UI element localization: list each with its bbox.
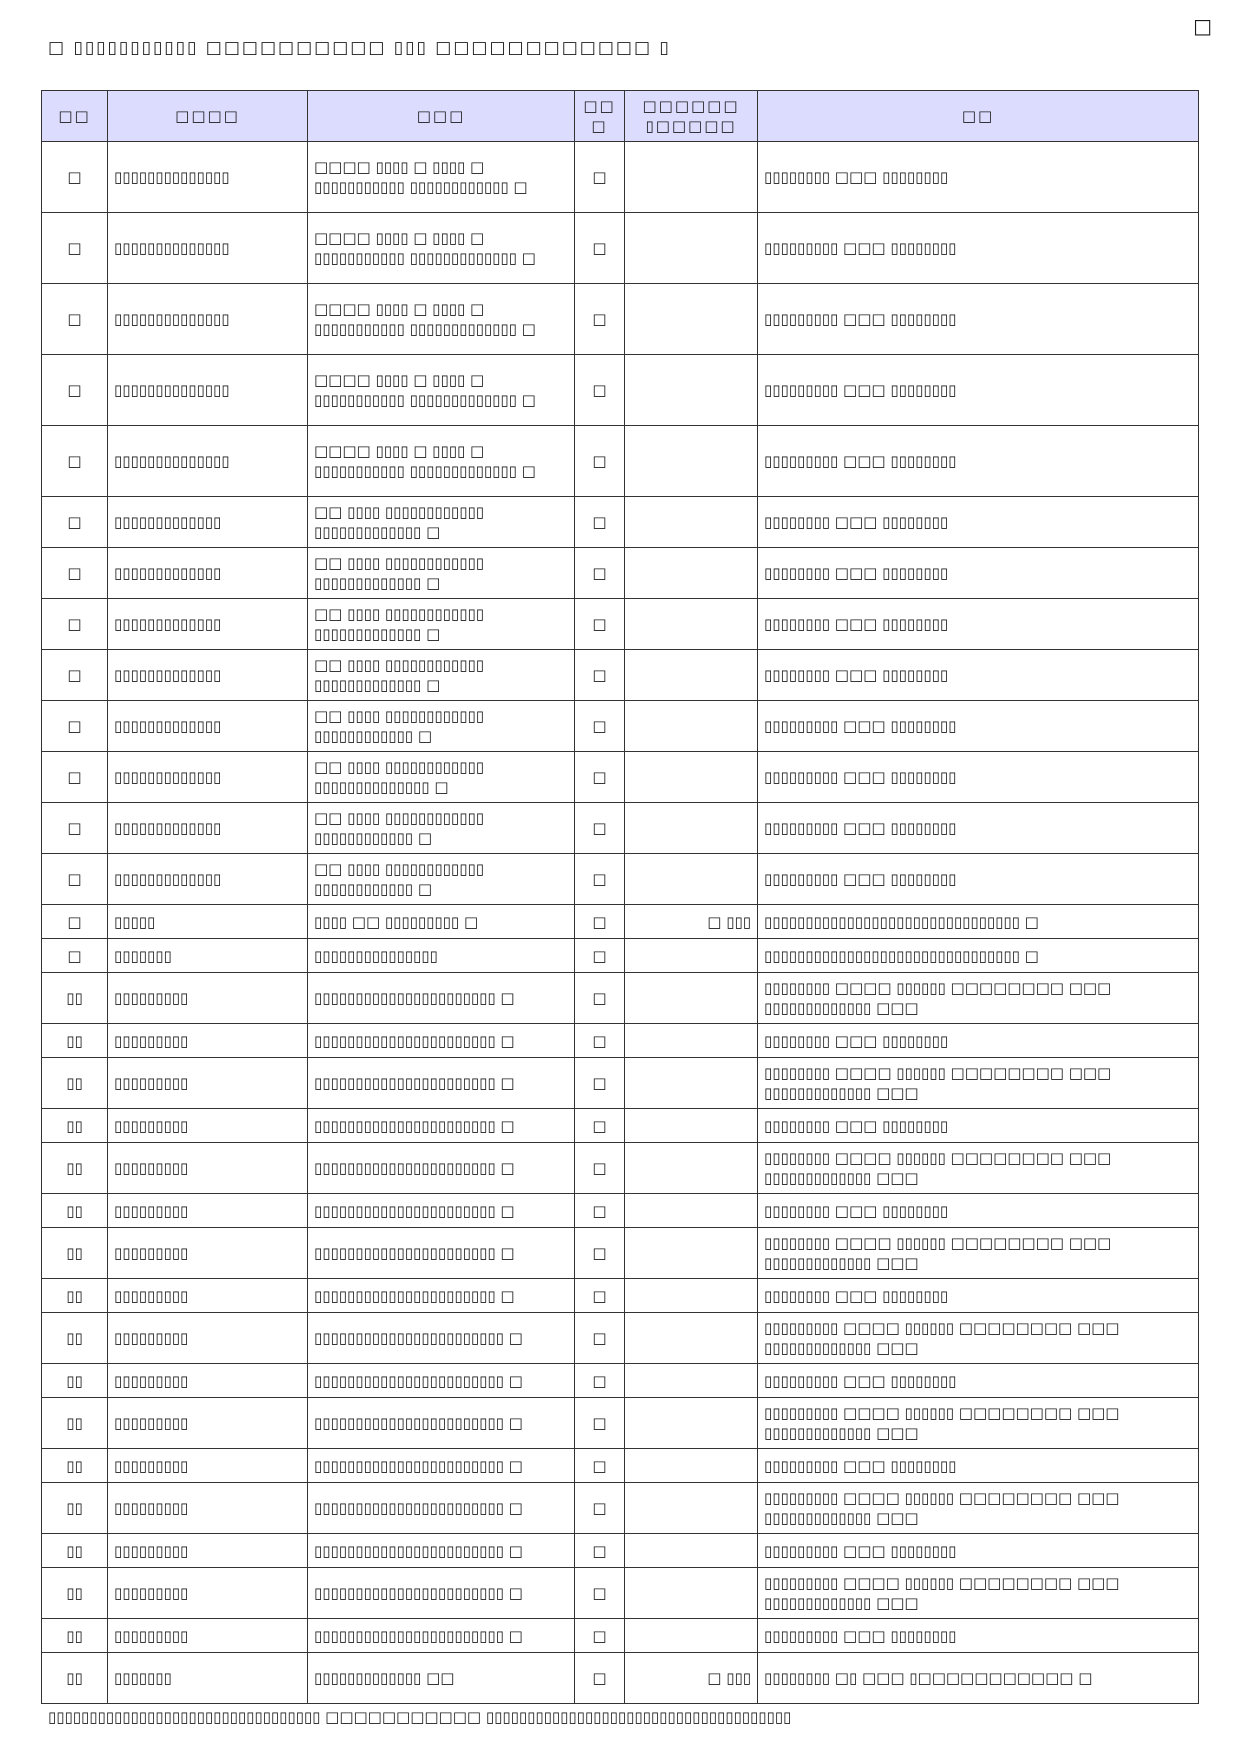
cell-number: □: [42, 548, 108, 599]
cell-remarks: ▯▯▯▯▯▯▯▯▯ □□□ ▯▯▯▯▯▯▯▯: [758, 701, 1199, 752]
cell-applicable: [625, 1279, 758, 1313]
table-row: [42, 752, 1199, 803]
cell-applicable: [625, 939, 758, 973]
cell-mark: □: [575, 973, 625, 1024]
cell-remarks: ▯▯▯▯▯▯▯▯ □□□ ▯▯▯▯▯▯▯▯: [758, 1279, 1199, 1313]
cell-number: □: [42, 939, 108, 973]
cell-description: □□ ▯▯▯▯ ▯▯▯▯▯▯▯▯▯▯▯▯ ▯▯▯▯▯▯▯▯▯▯▯▯ □: [308, 803, 575, 854]
table-row: [42, 1364, 1199, 1398]
cell-description: ▯▯▯▯▯▯▯▯▯▯▯▯▯▯▯▯▯▯▯▯▯▯ □: [308, 1228, 575, 1279]
cell-applicable: [625, 497, 758, 548]
table-row: [42, 1194, 1199, 1228]
cell-applicable: [625, 1228, 758, 1279]
cell-number: □: [42, 650, 108, 701]
cell-applicable: [625, 701, 758, 752]
cell-name: ▯▯▯▯▯▯▯▯▯▯▯▯▯▯: [108, 284, 308, 355]
cell-applicable: [625, 1058, 758, 1109]
cell-applicable: [625, 752, 758, 803]
cell-applicable: [625, 1619, 758, 1653]
cell-description: ▯▯▯▯▯▯▯▯▯▯▯▯▯▯▯▯▯▯▯▯▯▯ □: [308, 973, 575, 1024]
cell-description: ▯▯▯▯▯▯▯▯▯▯▯▯▯▯▯▯▯▯▯▯▯▯▯ □: [308, 1364, 575, 1398]
cell-remarks: ▯▯▯▯▯▯▯▯▯ □□□ ▯▯▯▯▯▯▯▯: [758, 213, 1199, 284]
cell-applicable: [625, 1024, 758, 1058]
cell-number: ▯▯: [42, 1109, 108, 1143]
data-table: [41, 90, 1199, 1704]
cell-description: ▯▯▯▯▯▯▯▯▯▯▯▯▯ □□: [308, 1653, 575, 1704]
cell-number: □: [42, 599, 108, 650]
cell-mark: □: [575, 1024, 625, 1058]
cell-remarks: ▯▯▯▯▯▯▯▯▯ □□□ ▯▯▯▯▯▯▯▯: [758, 1619, 1199, 1653]
cell-description: □□ ▯▯▯▯ ▯▯▯▯▯▯▯▯▯▯▯▯ ▯▯▯▯▯▯▯▯▯▯▯▯▯ □: [308, 650, 575, 701]
cell-name: ▯▯▯▯▯▯▯▯▯▯▯▯▯: [108, 854, 308, 905]
cell-name: ▯▯▯▯▯▯▯▯▯: [108, 1364, 308, 1398]
cell-remarks: ▯▯▯▯▯▯▯▯ □□□□ ▯▯▯▯▯▯ □□□□□□□□ □□□ ▯▯▯▯▯▯▯▯▯▯▯▯▯ □□□: [758, 1058, 1199, 1109]
cell-description: ▯▯▯▯▯▯▯▯▯▯▯▯▯▯▯▯▯▯▯▯▯▯▯ □: [308, 1483, 575, 1534]
cell-description: ▯▯▯▯▯▯▯▯▯▯▯▯▯▯▯▯▯▯▯▯▯▯ □: [308, 1109, 575, 1143]
cell-name: ▯▯▯▯▯▯▯▯▯: [108, 973, 308, 1024]
cell-name: ▯▯▯▯▯▯▯▯▯: [108, 1194, 308, 1228]
cell-number: □: [42, 854, 108, 905]
page-number: □: [1193, 14, 1212, 38]
cell-applicable: □ ▯▯▯: [625, 905, 758, 939]
cell-number: □: [42, 355, 108, 426]
cell-remarks: ▯▯▯▯▯▯▯▯ □□□ ▯▯▯▯▯▯▯▯: [758, 1109, 1199, 1143]
cell-description: ▯▯▯▯ □□ ▯▯▯▯▯▯▯▯▯ □: [308, 905, 575, 939]
cell-applicable: [625, 213, 758, 284]
cell-name: ▯▯▯▯▯▯▯▯▯▯▯▯▯: [108, 497, 308, 548]
table-row: [42, 1228, 1199, 1279]
cell-description: ▯▯▯▯▯▯▯▯▯▯▯▯▯▯▯▯▯▯▯▯▯▯▯ □: [308, 1619, 575, 1653]
header-cell: □□: [758, 91, 1199, 142]
cell-description: □□□□ ▯▯▯▯ □ ▯▯▯▯ □ ▯▯▯▯▯▯▯▯▯▯▯ ▯▯▯▯▯▯▯▯▯▯▯▯▯ □: [308, 284, 575, 355]
table-row: [42, 1058, 1199, 1109]
cell-mark: □: [575, 1143, 625, 1194]
cell-description: □□ ▯▯▯▯ ▯▯▯▯▯▯▯▯▯▯▯▯ ▯▯▯▯▯▯▯▯▯▯▯▯▯ □: [308, 599, 575, 650]
cell-number: □: [42, 752, 108, 803]
table-row: [42, 854, 1199, 905]
cell-name: ▯▯▯▯▯▯▯▯▯▯▯▯▯▯: [108, 426, 308, 497]
cell-applicable: [625, 803, 758, 854]
cell-mark: □: [575, 1534, 625, 1568]
cell-remarks: ▯▯▯▯▯▯▯▯▯▯▯▯▯▯▯▯▯▯▯▯▯▯▯▯▯▯▯▯▯▯▯ □: [758, 905, 1199, 939]
cell-applicable: [625, 1398, 758, 1449]
cell-number: ▯▯: [42, 1143, 108, 1194]
cell-name: ▯▯▯▯▯▯▯▯▯: [108, 1534, 308, 1568]
cell-description: ▯▯▯▯▯▯▯▯▯▯▯▯▯▯▯▯▯▯▯▯▯▯ □: [308, 1024, 575, 1058]
cell-number: ▯▯: [42, 1194, 108, 1228]
cell-description: □□ ▯▯▯▯ ▯▯▯▯▯▯▯▯▯▯▯▯ ▯▯▯▯▯▯▯▯▯▯▯▯ □: [308, 701, 575, 752]
cell-remarks: ▯▯▯▯▯▯▯▯ □□□ ▯▯▯▯▯▯▯▯: [758, 650, 1199, 701]
cell-remarks: ▯▯▯▯▯▯▯▯ □□□ ▯▯▯▯▯▯▯▯: [758, 1024, 1199, 1058]
cell-applicable: [625, 1364, 758, 1398]
cell-mark: □: [575, 1449, 625, 1483]
table-row: [42, 1109, 1199, 1143]
cell-number: □: [42, 142, 108, 213]
cell-number: ▯▯: [42, 1024, 108, 1058]
cell-applicable: [625, 355, 758, 426]
cell-number: ▯▯: [42, 1653, 108, 1704]
cell-mark: □: [575, 426, 625, 497]
cell-number: ▯▯: [42, 1619, 108, 1653]
table-row: [42, 1653, 1199, 1704]
cell-name: ▯▯▯▯▯▯▯▯▯: [108, 1024, 308, 1058]
cell-description: ▯▯▯▯▯▯▯▯▯▯▯▯▯▯▯: [308, 939, 575, 973]
cell-remarks: ▯▯▯▯▯▯▯▯ □□□ ▯▯▯▯▯▯▯▯: [758, 142, 1199, 213]
cell-number: □: [42, 284, 108, 355]
table-row: [42, 142, 1199, 213]
cell-remarks: ▯▯▯▯▯▯▯▯ □□□ ▯▯▯▯▯▯▯▯: [758, 497, 1199, 548]
cell-remarks: ▯▯▯▯▯▯▯▯▯ □□□ ▯▯▯▯▯▯▯▯: [758, 803, 1199, 854]
table-row: [42, 213, 1199, 284]
cell-description: □□ ▯▯▯▯ ▯▯▯▯▯▯▯▯▯▯▯▯ ▯▯▯▯▯▯▯▯▯▯▯▯▯ □: [308, 548, 575, 599]
document-title: □ ▯▯▯▯▯▯▯▯▯▯▯ □□□□□□□□□□ ▯▯▯ □□□□□□□□□□□□ ▯: [48, 38, 671, 58]
cell-description: ▯▯▯▯▯▯▯▯▯▯▯▯▯▯▯▯▯▯▯▯▯▯▯ □: [308, 1313, 575, 1364]
cell-remarks: ▯▯▯▯▯▯▯▯ □□□□ ▯▯▯▯▯▯ □□□□□□□□ □□□ ▯▯▯▯▯▯▯▯▯▯▯▯▯ □□□: [758, 1143, 1199, 1194]
data-table-container: [41, 90, 1198, 1704]
cell-name: ▯▯▯▯▯▯▯▯▯: [108, 1568, 308, 1619]
cell-name: ▯▯▯▯▯▯▯▯▯▯▯▯▯: [108, 752, 308, 803]
cell-name: ▯▯▯▯▯▯▯▯▯: [108, 1398, 308, 1449]
cell-applicable: [625, 650, 758, 701]
cell-applicable: [625, 1483, 758, 1534]
cell-name: ▯▯▯▯▯▯▯▯▯▯▯▯▯: [108, 548, 308, 599]
header-cell: □□□□: [108, 91, 308, 142]
cell-number: ▯▯: [42, 1058, 108, 1109]
cell-description: ▯▯▯▯▯▯▯▯▯▯▯▯▯▯▯▯▯▯▯▯▯▯▯ □: [308, 1398, 575, 1449]
cell-number: □: [42, 803, 108, 854]
cell-number: ▯▯: [42, 1313, 108, 1364]
cell-mark: □: [575, 284, 625, 355]
cell-name: ▯▯▯▯▯▯▯: [108, 1653, 308, 1704]
cell-applicable: [625, 1194, 758, 1228]
cell-name: ▯▯▯▯▯▯▯▯▯▯▯▯▯: [108, 599, 308, 650]
cell-mark: □: [575, 497, 625, 548]
cell-description: ▯▯▯▯▯▯▯▯▯▯▯▯▯▯▯▯▯▯▯▯▯▯▯ □: [308, 1568, 575, 1619]
cell-applicable: [625, 1568, 758, 1619]
header-cell: □□□□□□ ▯□□□□□: [625, 91, 758, 142]
cell-remarks: ▯▯▯▯▯▯▯▯▯ □□□ ▯▯▯▯▯▯▯▯: [758, 854, 1199, 905]
cell-number: ▯▯: [42, 1483, 108, 1534]
cell-applicable: [625, 142, 758, 213]
cell-name: ▯▯▯▯▯▯▯▯▯: [108, 1619, 308, 1653]
cell-mark: □: [575, 599, 625, 650]
cell-description: □□ ▯▯▯▯ ▯▯▯▯▯▯▯▯▯▯▯▯ ▯▯▯▯▯▯▯▯▯▯▯▯▯▯ □: [308, 752, 575, 803]
table-row: [42, 701, 1199, 752]
cell-name: ▯▯▯▯▯▯▯▯▯▯▯▯▯▯: [108, 142, 308, 213]
cell-name: ▯▯▯▯▯▯▯▯▯▯▯▯▯: [108, 701, 308, 752]
cell-number: ▯▯: [42, 1364, 108, 1398]
header-cell: □□ □: [575, 91, 625, 142]
cell-remarks: ▯▯▯▯▯▯▯▯▯ □□□□ ▯▯▯▯▯▯ □□□□□□□□ □□□ ▯▯▯▯▯▯▯▯▯▯▯▯▯ □□□: [758, 1568, 1199, 1619]
cell-number: □: [42, 426, 108, 497]
cell-mark: □: [575, 1313, 625, 1364]
table-row: [42, 1619, 1199, 1653]
cell-description: ▯▯▯▯▯▯▯▯▯▯▯▯▯▯▯▯▯▯▯▯▯▯ □: [308, 1143, 575, 1194]
cell-mark: □: [575, 752, 625, 803]
cell-name: ▯▯▯▯▯▯▯▯▯: [108, 1313, 308, 1364]
table-row: [42, 973, 1199, 1024]
cell-description: ▯▯▯▯▯▯▯▯▯▯▯▯▯▯▯▯▯▯▯▯▯▯ □: [308, 1058, 575, 1109]
cell-name: ▯▯▯▯▯▯▯▯▯▯▯▯▯: [108, 650, 308, 701]
cell-description: □□□□ ▯▯▯▯ □ ▯▯▯▯ □ ▯▯▯▯▯▯▯▯▯▯▯ ▯▯▯▯▯▯▯▯▯▯▯▯▯ □: [308, 213, 575, 284]
table-header-row: [42, 91, 1199, 142]
cell-remarks: ▯▯▯▯▯▯▯▯▯ □□□ ▯▯▯▯▯▯▯▯: [758, 284, 1199, 355]
cell-remarks: ▯▯▯▯▯▯▯▯ □▯ □□□ ▯□□□□□□□□□□□ □: [758, 1653, 1199, 1704]
cell-number: ▯▯: [42, 1398, 108, 1449]
cell-description: □□ ▯▯▯▯ ▯▯▯▯▯▯▯▯▯▯▯▯ ▯▯▯▯▯▯▯▯▯▯▯▯▯ □: [308, 497, 575, 548]
table-row: [42, 1143, 1199, 1194]
cell-mark: □: [575, 213, 625, 284]
table-row: [42, 1483, 1199, 1534]
cell-mark: □: [575, 905, 625, 939]
table-row: [42, 497, 1199, 548]
cell-name: ▯▯▯▯▯▯▯▯▯: [108, 1058, 308, 1109]
table-row: [42, 599, 1199, 650]
cell-description: ▯▯▯▯▯▯▯▯▯▯▯▯▯▯▯▯▯▯▯▯▯▯▯ □: [308, 1534, 575, 1568]
cell-number: ▯▯: [42, 973, 108, 1024]
table-row: [42, 803, 1199, 854]
cell-mark: □: [575, 1483, 625, 1534]
cell-applicable: [625, 548, 758, 599]
cell-description: □□□□ ▯▯▯▯ □ ▯▯▯▯ □ ▯▯▯▯▯▯▯▯▯▯▯ ▯▯▯▯▯▯▯▯▯▯▯▯▯ □: [308, 355, 575, 426]
cell-mark: □: [575, 1279, 625, 1313]
cell-remarks: ▯▯▯▯▯▯▯▯ □□□□ ▯▯▯▯▯▯ □□□□□□□□ □□□ ▯▯▯▯▯▯▯▯▯▯▯▯▯ □□□: [758, 1228, 1199, 1279]
cell-name: ▯▯▯▯▯▯▯▯▯▯▯▯▯▯: [108, 355, 308, 426]
cell-mark: □: [575, 1364, 625, 1398]
cell-remarks: ▯▯▯▯▯▯▯▯▯ □□□□ ▯▯▯▯▯▯ □□□□□□□□ □□□ ▯▯▯▯▯▯▯▯▯▯▯▯▯ □□□: [758, 1398, 1199, 1449]
table-row: [42, 1398, 1199, 1449]
cell-remarks: ▯▯▯▯▯▯▯▯▯ □□□ ▯▯▯▯▯▯▯▯: [758, 1534, 1199, 1568]
cell-applicable: [625, 426, 758, 497]
cell-mark: □: [575, 1653, 625, 1704]
cell-remarks: ▯▯▯▯▯▯▯▯▯▯▯▯▯▯▯▯▯▯▯▯▯▯▯▯▯▯▯▯▯▯▯ □: [758, 939, 1199, 973]
cell-applicable: [625, 1313, 758, 1364]
cell-number: □: [42, 497, 108, 548]
cell-remarks: ▯▯▯▯▯▯▯▯▯ □□□ ▯▯▯▯▯▯▯▯: [758, 752, 1199, 803]
table-row: [42, 284, 1199, 355]
cell-applicable: [625, 599, 758, 650]
cell-remarks: ▯▯▯▯▯▯▯▯ □□□ ▯▯▯▯▯▯▯▯: [758, 1194, 1199, 1228]
cell-name: ▯▯▯▯▯▯▯▯▯: [108, 1109, 308, 1143]
cell-mark: □: [575, 701, 625, 752]
cell-mark: □: [575, 939, 625, 973]
cell-remarks: ▯▯▯▯▯▯▯▯▯ □□□ ▯▯▯▯▯▯▯▯: [758, 426, 1199, 497]
cell-applicable: [625, 1534, 758, 1568]
table-row: [42, 1024, 1199, 1058]
table-row: [42, 1534, 1199, 1568]
table-row: [42, 548, 1199, 599]
cell-remarks: ▯▯▯▯▯▯▯▯▯ □□□□ ▯▯▯▯▯▯ □□□□□□□□ □□□ ▯▯▯▯▯▯▯▯▯▯▯▯▯ □□□: [758, 1313, 1199, 1364]
cell-number: □: [42, 213, 108, 284]
table-row: [42, 1449, 1199, 1483]
cell-description: ▯▯▯▯▯▯▯▯▯▯▯▯▯▯▯▯▯▯▯▯▯▯▯ □: [308, 1449, 575, 1483]
cell-description: □□□□ ▯▯▯▯ □ ▯▯▯▯ □ ▯▯▯▯▯▯▯▯▯▯▯ ▯▯▯▯▯▯▯▯▯▯▯▯ □: [308, 142, 575, 213]
table-body: [42, 142, 1199, 1704]
cell-name: ▯▯▯▯▯▯▯▯▯▯▯▯▯▯: [108, 213, 308, 284]
header-cell: □□□: [308, 91, 575, 142]
cell-name: ▯▯▯▯▯▯▯▯▯▯▯▯▯: [108, 803, 308, 854]
cell-applicable: [625, 1449, 758, 1483]
cell-mark: □: [575, 854, 625, 905]
cell-mark: □: [575, 355, 625, 426]
cell-number: ▯▯: [42, 1449, 108, 1483]
cell-remarks: ▯▯▯▯▯▯▯▯▯ □□□ ▯▯▯▯▯▯▯▯: [758, 1364, 1199, 1398]
cell-remarks: ▯▯▯▯▯▯▯▯ □□□□ ▯▯▯▯▯▯ □□□□□□□□ □□□ ▯▯▯▯▯▯▯▯▯▯▯▯▯ □□□: [758, 973, 1199, 1024]
cell-description: □□□□ ▯▯▯▯ □ ▯▯▯▯ □ ▯▯▯▯▯▯▯▯▯▯▯ ▯▯▯▯▯▯▯▯▯▯▯▯▯ □: [308, 426, 575, 497]
cell-mark: □: [575, 1058, 625, 1109]
cell-applicable: [625, 973, 758, 1024]
cell-applicable: [625, 284, 758, 355]
cell-mark: □: [575, 650, 625, 701]
table-row: [42, 1568, 1199, 1619]
table-row: [42, 650, 1199, 701]
cell-mark: □: [575, 1568, 625, 1619]
cell-name: ▯▯▯▯▯▯▯: [108, 939, 308, 973]
cell-name: ▯▯▯▯▯▯▯▯▯: [108, 1143, 308, 1194]
cell-remarks: ▯▯▯▯▯▯▯▯▯ □□□□ ▯▯▯▯▯▯ □□□□□□□□ □□□ ▯▯▯▯▯▯▯▯▯▯▯▯▯ □□□: [758, 1483, 1199, 1534]
cell-name: ▯▯▯▯▯: [108, 905, 308, 939]
table-row: [42, 1279, 1199, 1313]
cell-mark: □: [575, 1228, 625, 1279]
cell-mark: □: [575, 1619, 625, 1653]
cell-remarks: ▯▯▯▯▯▯▯▯▯ □□□ ▯▯▯▯▯▯▯▯: [758, 355, 1199, 426]
cell-number: ▯▯: [42, 1534, 108, 1568]
cell-number: □: [42, 905, 108, 939]
cell-mark: □: [575, 142, 625, 213]
cell-applicable: [625, 854, 758, 905]
cell-number: □: [42, 701, 108, 752]
table-row: [42, 905, 1199, 939]
cell-remarks: ▯▯▯▯▯▯▯▯▯ □□□ ▯▯▯▯▯▯▯▯: [758, 1449, 1199, 1483]
cell-description: □□ ▯▯▯▯ ▯▯▯▯▯▯▯▯▯▯▯▯ ▯▯▯▯▯▯▯▯▯▯▯▯ □: [308, 854, 575, 905]
cell-number: ▯▯: [42, 1568, 108, 1619]
table-row: [42, 1313, 1199, 1364]
cell-mark: □: [575, 803, 625, 854]
table-row: [42, 426, 1199, 497]
cell-mark: □: [575, 548, 625, 599]
cell-applicable: □ ▯▯▯: [625, 1653, 758, 1704]
table-row: [42, 939, 1199, 973]
cell-name: ▯▯▯▯▯▯▯▯▯: [108, 1449, 308, 1483]
cell-mark: □: [575, 1194, 625, 1228]
cell-mark: □: [575, 1109, 625, 1143]
cell-name: ▯▯▯▯▯▯▯▯▯: [108, 1279, 308, 1313]
document-footer: ▯▯▯▯▯▯▯▯▯▯▯▯▯▯▯▯▯▯▯▯▯▯▯▯▯▯▯▯▯▯▯▯▯ □□□□□□□□□□□ ▯▯▯▯▯▯▯▯▯▯▯▯▯▯▯▯▯▯▯▯▯▯▯▯▯▯▯▯▯▯▯▯▯▯▯▯▯: [48, 1708, 792, 1726]
cell-number: ▯▯: [42, 1279, 108, 1313]
cell-applicable: [625, 1109, 758, 1143]
cell-remarks: ▯▯▯▯▯▯▯▯ □□□ ▯▯▯▯▯▯▯▯: [758, 599, 1199, 650]
cell-remarks: ▯▯▯▯▯▯▯▯ □□□ ▯▯▯▯▯▯▯▯: [758, 548, 1199, 599]
cell-description: ▯▯▯▯▯▯▯▯▯▯▯▯▯▯▯▯▯▯▯▯▯▯ □: [308, 1194, 575, 1228]
cell-description: ▯▯▯▯▯▯▯▯▯▯▯▯▯▯▯▯▯▯▯▯▯▯ □: [308, 1279, 575, 1313]
cell-number: ▯▯: [42, 1228, 108, 1279]
header-cell: □□: [42, 91, 108, 142]
cell-applicable: [625, 1143, 758, 1194]
cell-name: ▯▯▯▯▯▯▯▯▯: [108, 1228, 308, 1279]
cell-name: ▯▯▯▯▯▯▯▯▯: [108, 1483, 308, 1534]
table-row: [42, 355, 1199, 426]
cell-mark: □: [575, 1398, 625, 1449]
